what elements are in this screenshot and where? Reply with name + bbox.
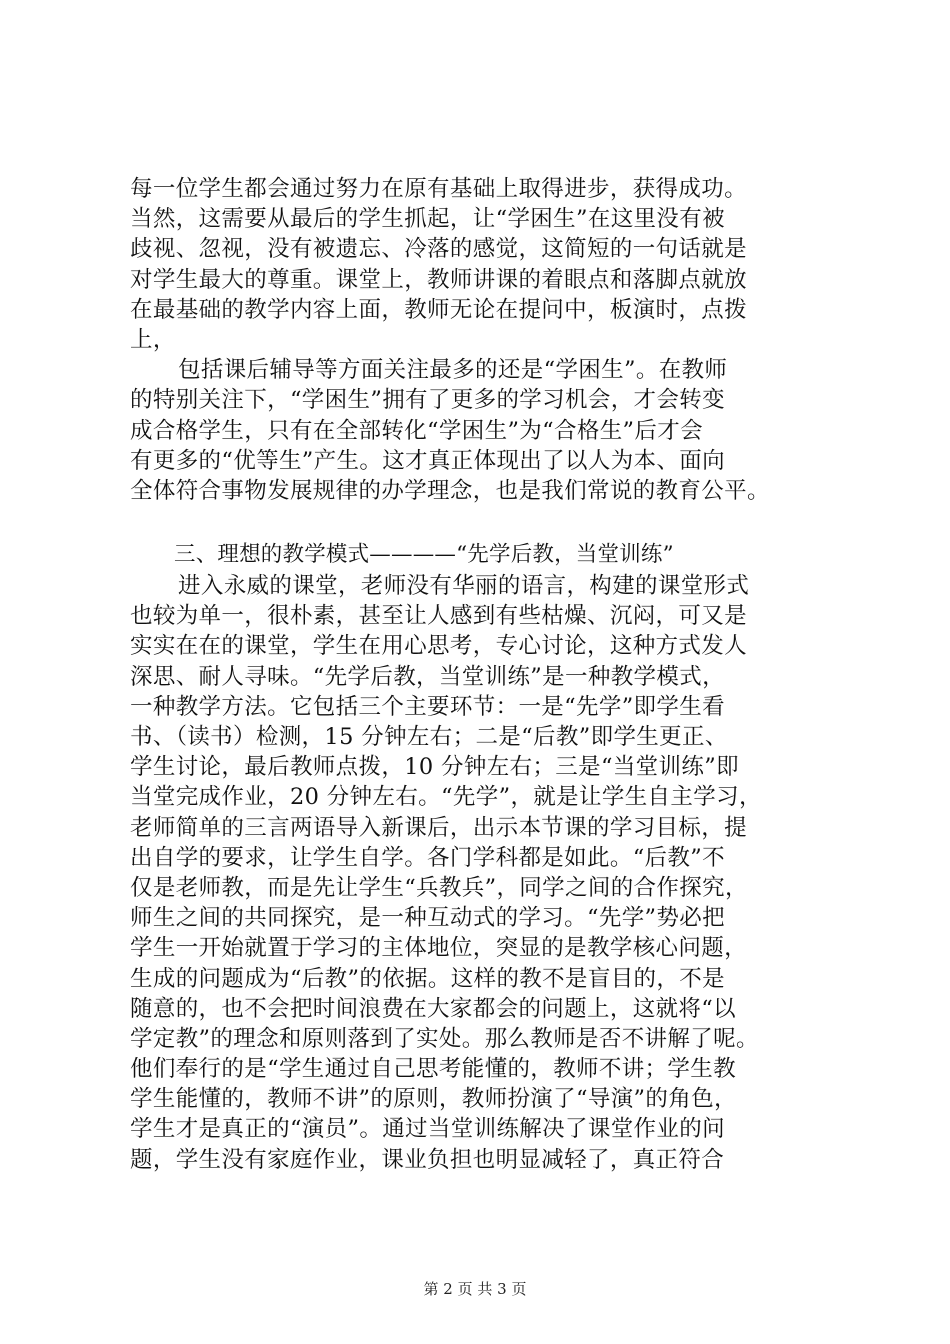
- text-line: 成合格学生，只有在全部转化“学困生”为“合格生”后才会: [130, 417, 703, 444]
- text-line: 每一位学生都会通过努力在原有基础上取得进步，获得成功。: [130, 176, 747, 202]
- text-line: 当堂完成作业，20 分钟左右。“先学”，就是让学生自主学习，: [130, 784, 762, 811]
- paragraph-1: [130, 174, 850, 355]
- text-line: 进入永威的课堂，老师没有华丽的语言，构建的课堂形式: [178, 573, 750, 600]
- text-line: 题，学生没有家庭作业，课业负担也明显减轻了，真正符合: [130, 1146, 725, 1173]
- section-heading: 三、理想的教学模式————“先学后教，当堂训练”: [174, 542, 674, 568]
- text-line: 学定教”的理念和原则落到了实处。那么教师是否不讲解了呢。: [130, 1025, 759, 1052]
- text-line: 学生能懂的，教师不讲”的原则，教师扮演了“导演”的角色，: [130, 1086, 737, 1113]
- text-line: 深思、耐人寻味。“先学后教，当堂训练”是一种教学模式，: [130, 663, 725, 690]
- text-line: 老师简单的三言两语导入新课后，出示本节课的学习目标，提: [130, 814, 747, 841]
- paragraph-spacer: [130, 506, 850, 539]
- text-line: 当然，这需要从最后的学生抓起，让“学困生”在这里没有被: [130, 206, 725, 233]
- text-line: 对学生最大的尊重。课堂上，教师讲课的着眼点和落脚点就放: [130, 266, 747, 293]
- text-line: 学生一开始就置于学习的主体地位，突显的是教学核心问题，: [130, 935, 747, 962]
- text-line: 师生之间的共同探究，是一种互动式的学习。“先学”势必把: [130, 905, 725, 932]
- paragraph-2: [130, 355, 850, 506]
- text-line: 随意的，也不会把时间浪费在大家都会的问题上，这就将“以: [130, 995, 736, 1022]
- text-line: 实实在在的课堂，学生在用心思考，专心讨论，这种方式发人: [130, 633, 747, 660]
- page-number-footer: 第 2 页 共 3 页: [423, 1280, 527, 1298]
- document-body: [130, 174, 850, 1175]
- text-line: 全体符合事物发展规律的办学理念，也是我们常说的教育公平。: [130, 477, 770, 504]
- text-line: 出自学的要求，让学生自学。各门学科都是如此。“后教”不: [130, 844, 725, 871]
- text-line: 他们奉行的是“学生通过自己思考能懂的，教师不讲；学生教: [130, 1056, 736, 1083]
- text-line: 上，: [130, 326, 176, 353]
- text-line: 在最基础的教学内容上面，教师无论在提问中，板演时，点拨: [130, 296, 747, 323]
- text-line: 包括课后辅导等方面关注最多的还是“学困生”。在教师: [178, 357, 728, 384]
- text-line: 学生讨论，最后教师点拨，10 分钟左右；三是“当堂训练”即: [130, 754, 739, 781]
- text-line: 一种教学方法。它包括三个主要环节：一是“先学”即学生看: [130, 693, 725, 720]
- text-line: 仅是老师教，而是先让学生“兵教兵”，同学之间的合作探究，: [130, 874, 748, 901]
- text-line: 生成的问题成为“后教”的依据。这样的教不是盲目的，不是: [130, 965, 725, 992]
- text-line: 有更多的“优等生”产生。这才真正体现出了以人为本、面向: [130, 447, 725, 474]
- text-line: 歧视、忽视，没有被遗忘、冷落的感觉，这简短的一句话就是: [130, 236, 747, 263]
- text-line: 学生才是真正的“演员”。通过当堂训练解决了课堂作业的问: [130, 1116, 725, 1143]
- text-line: 的特别关注下，“学困生”拥有了更多的学习机会，才会转变: [130, 387, 725, 414]
- text-line: 也较为单一，很朴素，甚至让人感到有些枯燥、沉闷，可又是: [130, 603, 747, 630]
- paragraph-3: [130, 571, 850, 1175]
- text-line: 书、（读书）检测，15 分钟左右；二是“后教”即学生更正、: [130, 724, 728, 750]
